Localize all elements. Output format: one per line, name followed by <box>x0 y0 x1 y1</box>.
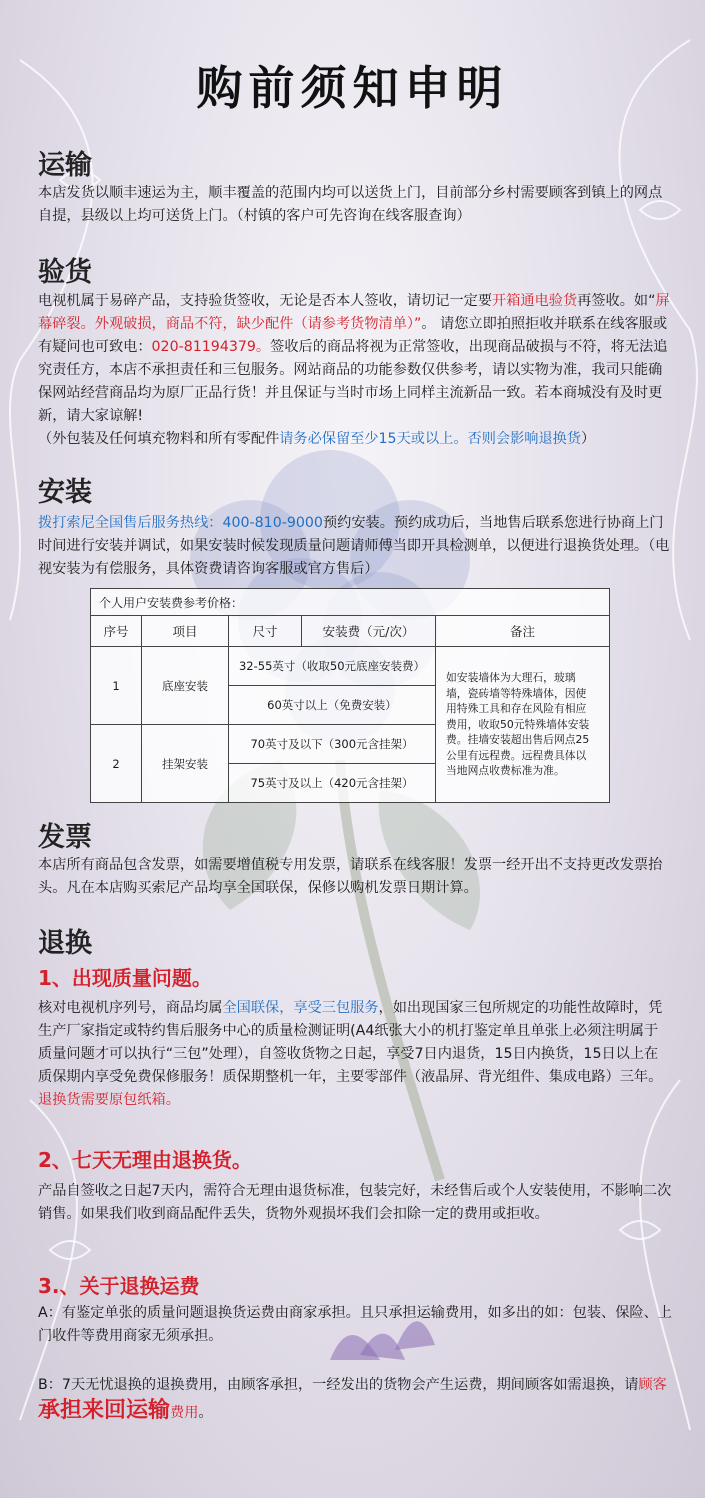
table-cell-no: 1 <box>91 647 142 725</box>
inspection-text-part: 再签收。如“ <box>577 293 656 309</box>
inspection-heading: 验货 <box>38 257 92 288</box>
install-heading: 安装 <box>38 477 92 508</box>
returns-text-part: 核对电视机序列号，商品均属 <box>38 1000 223 1016</box>
table-cell-item: 挂架安装 <box>142 725 229 803</box>
inspection-text-part: 电视机属于易碎产品，支持验货签收，无论是否本人签收，请切记一定要 <box>38 293 493 309</box>
inspection-text-part: ） <box>581 431 596 447</box>
returns-s2-text: 产品自签收之日起7天内，需符合无理由退货标准，包装完好，未经售后或个人安装使用，不影响二次销售。如果我们收到商品配件丢失，货物外观损坏我们会扣除一定的费用或拒收。 <box>38 1183 672 1222</box>
returns-heading: 退换 <box>38 928 92 959</box>
page-title: 购前须知申明 <box>196 61 509 115</box>
table-caption: 个人用户安装费参考价格： <box>91 589 610 616</box>
table-cell-size: 32-55英寸（收取50元底座安装费） <box>229 647 436 686</box>
invoice-text: 本店所有商品包含发票，如需要增值税专用发票，请联系在线客服！发票一经开出不支持更改发票抬头。凡在本店购买索尼产品均享全国联保，保修以购机发票日期计算。 <box>38 857 663 896</box>
table-cell-note: 如安装墙体为大理石，玻璃墙，瓷砖墙等特殊墙体，因使用特殊工具和存在风险有相应费用，收取50元特殊墙体安装费。挂墙安装超出售后网点25公里有远程费。远程费具体以当地网点收费标准为准。 <box>436 647 610 803</box>
inspection-text-part: （外包装及任何填充物料和所有零配件 <box>38 431 280 447</box>
returns-s1-title: 1、出现质量问题。 <box>38 966 212 990</box>
table-header: 序号 <box>91 616 142 647</box>
hotline-number[interactable]: 400-810-9000 <box>222 515 323 531</box>
table-cell-size: 75英寸及以上（420元含挂架） <box>229 764 436 803</box>
returns-text-part: B：7天无忧退换的退换费用，由顾客承担，一经发出的货物会产生运费，期间顾客如需退换，请 <box>38 1377 639 1393</box>
inspection-text-part: 。 请您立即拍照拒收并联系在线客服或有疑问也可致电： <box>38 316 668 355</box>
inspection-highlight: 屏幕碎裂。外观破损，商品不符，缺少配件（请参考货物清单）” <box>38 293 670 332</box>
returns-s3-a: A：有鉴定单张的质量问题退换货运费由商家承担。且只承担运输费用，如多出的如：包装、保险、上门收件等费用商家无须承担。 <box>38 1305 672 1344</box>
returns-highlight: 顾客 <box>638 1377 667 1393</box>
service-phone[interactable]: 020-81194379。 <box>151 339 271 355</box>
returns-s3-b <box>38 1372 672 1426</box>
inspection-text-part: 签收后的商品将视为正常签收，出现商品破损与不符，将无法追究责任方，本店不承担责任和三包服务。网站商品的功能参数仅供参考，请以实物为准，我司只能确保网站经营商品均为原厂正品行货！并且保证与当时市场上同样主流新品一致。若本商城没有及时更新，请大家谅解! <box>38 339 668 424</box>
install-fee-table <box>90 588 610 803</box>
returns-text-part: 。 <box>198 1405 213 1421</box>
table-cell-no: 2 <box>91 725 142 803</box>
returns-text-part: ，如出现国家三包所规定的功能性故障时，凭生产厂家指定或特约售后服务中心的质量检测证明(A4纸张大小的机打鉴定单且单张上必须注明属于质量问题才可以执行“三包”处理），自签收货物之日起，享受7日内退货，15日内换货，15日以上在质保期内享受免费保修服务！质保期整机一年，主要零部件（液晶屏、背光组件、集成电路）三年。 <box>38 1000 663 1085</box>
packaging-highlight: 退换货需要原包纸箱。 <box>38 1092 180 1108</box>
table-header: 尺寸 <box>229 616 302 647</box>
table-cell-item: 底座安装 <box>142 647 229 725</box>
returns-highlight: 费用 <box>170 1405 199 1421</box>
hotline-label: 拨打索尼全国售后服务热线： <box>38 515 223 531</box>
table-header: 安装费（元/次） <box>302 616 436 647</box>
shipping-heading: 运输 <box>38 150 92 181</box>
invoice-heading: 发票 <box>38 822 92 853</box>
returns-big-highlight: 承担来回运输 <box>38 1398 171 1423</box>
table-header: 项目 <box>142 616 229 647</box>
shipping-text: 本店发货以顺丰速运为主，顺丰覆盖的范围内均可以送货上门，目前部分乡村需要顾客到镇上的网点自提，县级以上均可送货上门。（村镇的客户可先咨询在线客服查询） <box>38 185 663 224</box>
install-text-part: 预约安装。预约成功后，当地售后联系您进行协商上门时间进行安装并调试，如果安装时候发现质量问题请师傅当即开具检测单，以便进行退换货处理。（电视安装为有偿服务，具体资费请咨询客服或官方售后） <box>38 515 670 577</box>
table-cell-size: 60英寸以上（免费安装） <box>229 686 436 725</box>
returns-s3-title: 3.、关于退换运费 <box>38 1274 200 1298</box>
table-cell-size: 70英寸及以下（300元含挂架） <box>229 725 436 764</box>
returns-s1-text <box>38 997 672 1112</box>
warranty-highlight: 全国联保，享受三包服务 <box>222 1000 379 1016</box>
inspection-highlight: 开箱通电验货 <box>492 293 578 309</box>
returns-s2-title: 2、七天无理由退换货。 <box>38 1148 252 1172</box>
inspection-text <box>38 290 672 451</box>
install-text <box>38 512 672 581</box>
inspection-note-highlight: 请务必保留至少15天或以上。否则会影响退换货 <box>279 431 582 447</box>
table-header: 备注 <box>436 616 610 647</box>
